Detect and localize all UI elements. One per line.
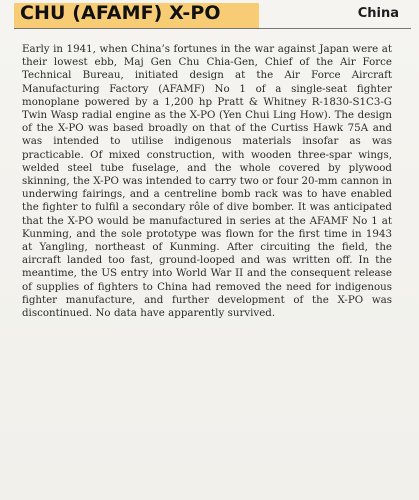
page-header — [14, 2, 407, 28]
country-label: China — [357, 6, 399, 21]
page-title: CHU (AFAMF) X-PO — [20, 2, 221, 24]
article-paragraph: Early in 1941, when China’s fortunes in the war against Japan were at their lowest ebb, Maj Gen Chu Chia-Gen, Chief of the Air Force Technical Bureau, initiated design at the Air Force Aircraft Manufacturing Factory (AFAMF) No 1 of a single-seat fighter monoplane powered by a 1,200 hp Pratt & Whitney R-1830-S1C3-G Twin Wasp radial engine as the X-PO (Yen Chui Ling How). The design of the X-PO was based broadly on that of the Curtiss Hawk 75A and was intended to utilise indigenous materials insofar as was practicable. Of mixed construction, with wooden three-spar wings, welded steel tube fuselage, and the whole covered by plywood skinning, the X-PO was intended to carry two or four 20-mm cannon in underwing fairings, and a centreline bomb rack was to have enabled the fighter to fulfil a secondary rôle of dive bomber. It was anticipated that the X-PO would be manufactured in series at the AFAMF No 1 at Kunming, and the sole prototype was flown for the first time in 1943 at Yangling, northeast of Kunming. After circuiting the field, the aircraft landed too fast, ground-looped and was written off. In the meantime, the US entry into World War II and the consequent release of supplies of fighters to China had removed the need for indigenous fighter manufacture, and further development of the X-PO was discontinued. No data have apparently survived. — [22, 43, 392, 320]
article-body — [22, 43, 392, 320]
header-divider — [14, 28, 411, 29]
